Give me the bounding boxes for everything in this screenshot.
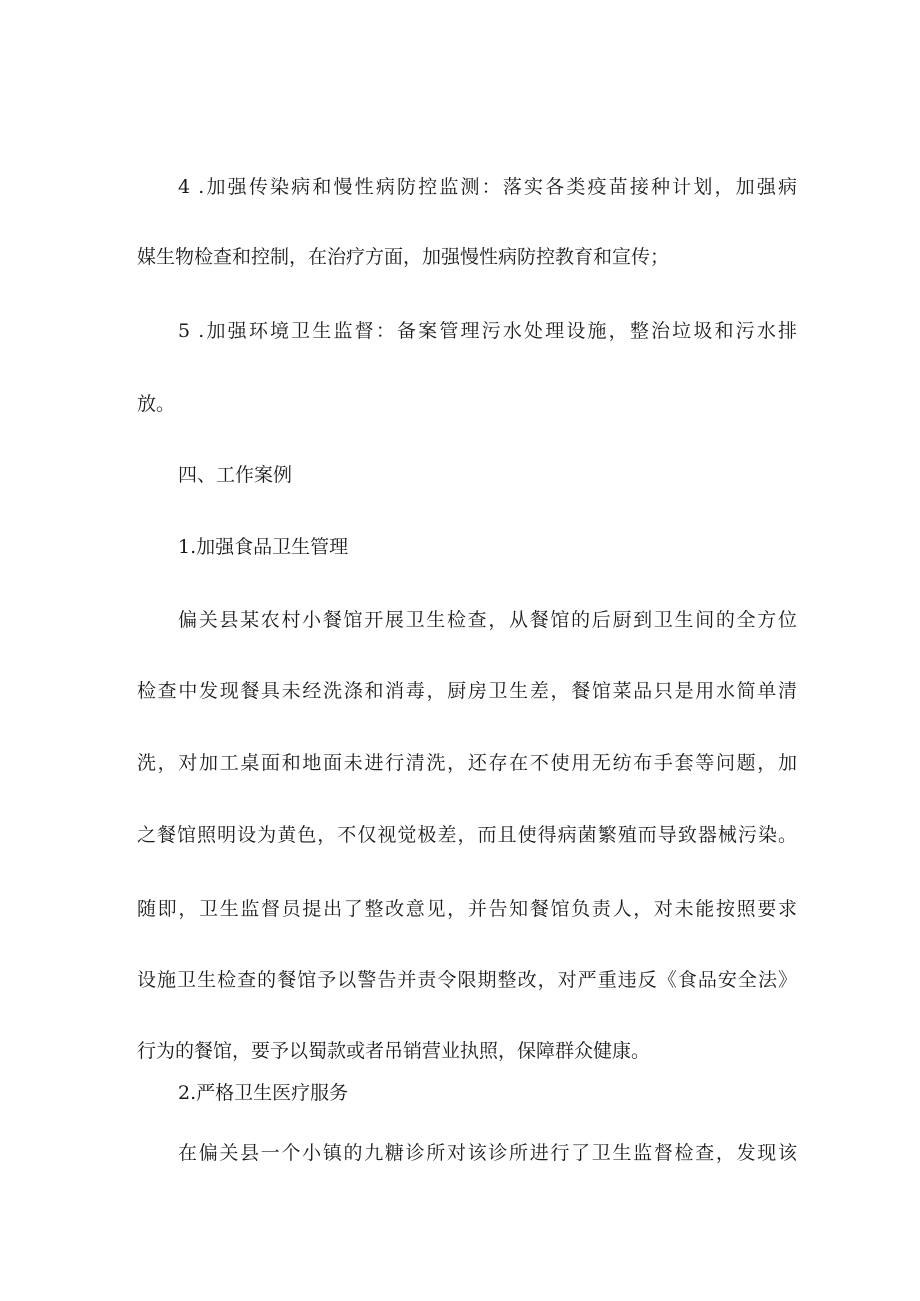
subsection-heading-2: 2.严格卫生医疗服务 [178, 1082, 349, 1104]
case-2-line-1: 在偏关县一个小镇的九糖诊所对该诊所进行了卫生监督检查，发现该 [178, 1142, 797, 1164]
paragraph-item-5-line-2: 放。 [137, 393, 176, 415]
section-heading: 四、工作案例 [178, 464, 293, 486]
case-1-line-7: 行为的餐馆，要予以蜀款或者吊销营业执照，保障群众健康。 [137, 1040, 651, 1062]
paragraph-item-4-line-2: 媒生物检查和控制，在治疗方面，加强慢性病防控教育和宣传； [137, 246, 670, 268]
case-1-line-2: 检查中发现餐具未经洗涤和消毒，厨房卫生差，餐馆菜品只是用水简单清 [137, 680, 797, 702]
paragraph-item-5-line-1: 5 .加强环境卫生监督：备案管理污水处理设施，整治垃圾和污水排 [178, 320, 797, 342]
subsection-heading-1: 1.加强食品卫生管理 [178, 536, 349, 558]
case-1-line-6: 设施卫生检查的餐馆予以警告并责令限期整改，对严重违反《食品安全法》 [137, 969, 797, 991]
paragraph-item-4-line-1: 4 .加强传染病和慢性病防控监测：落实各类疫苗接种计划，加强病 [178, 176, 797, 198]
case-1-line-4: 之餐馆照明设为黄色，不仅视觉极差，而且使得病菌繁殖而导致器械污染。 [137, 824, 797, 846]
case-1-line-1: 偏关县某农村小餐馆开展卫生检查，从餐馆的后厨到卫生间的全方位 [178, 609, 797, 631]
case-1-line-5: 随即，卫生监督员提出了整改意见，并告知餐馆负责人，对未能按照要求 [137, 898, 797, 920]
case-1-line-3: 洗，对加工桌面和地面未进行清洗，还存在不使用无纺布手套等问题，加 [137, 752, 797, 774]
